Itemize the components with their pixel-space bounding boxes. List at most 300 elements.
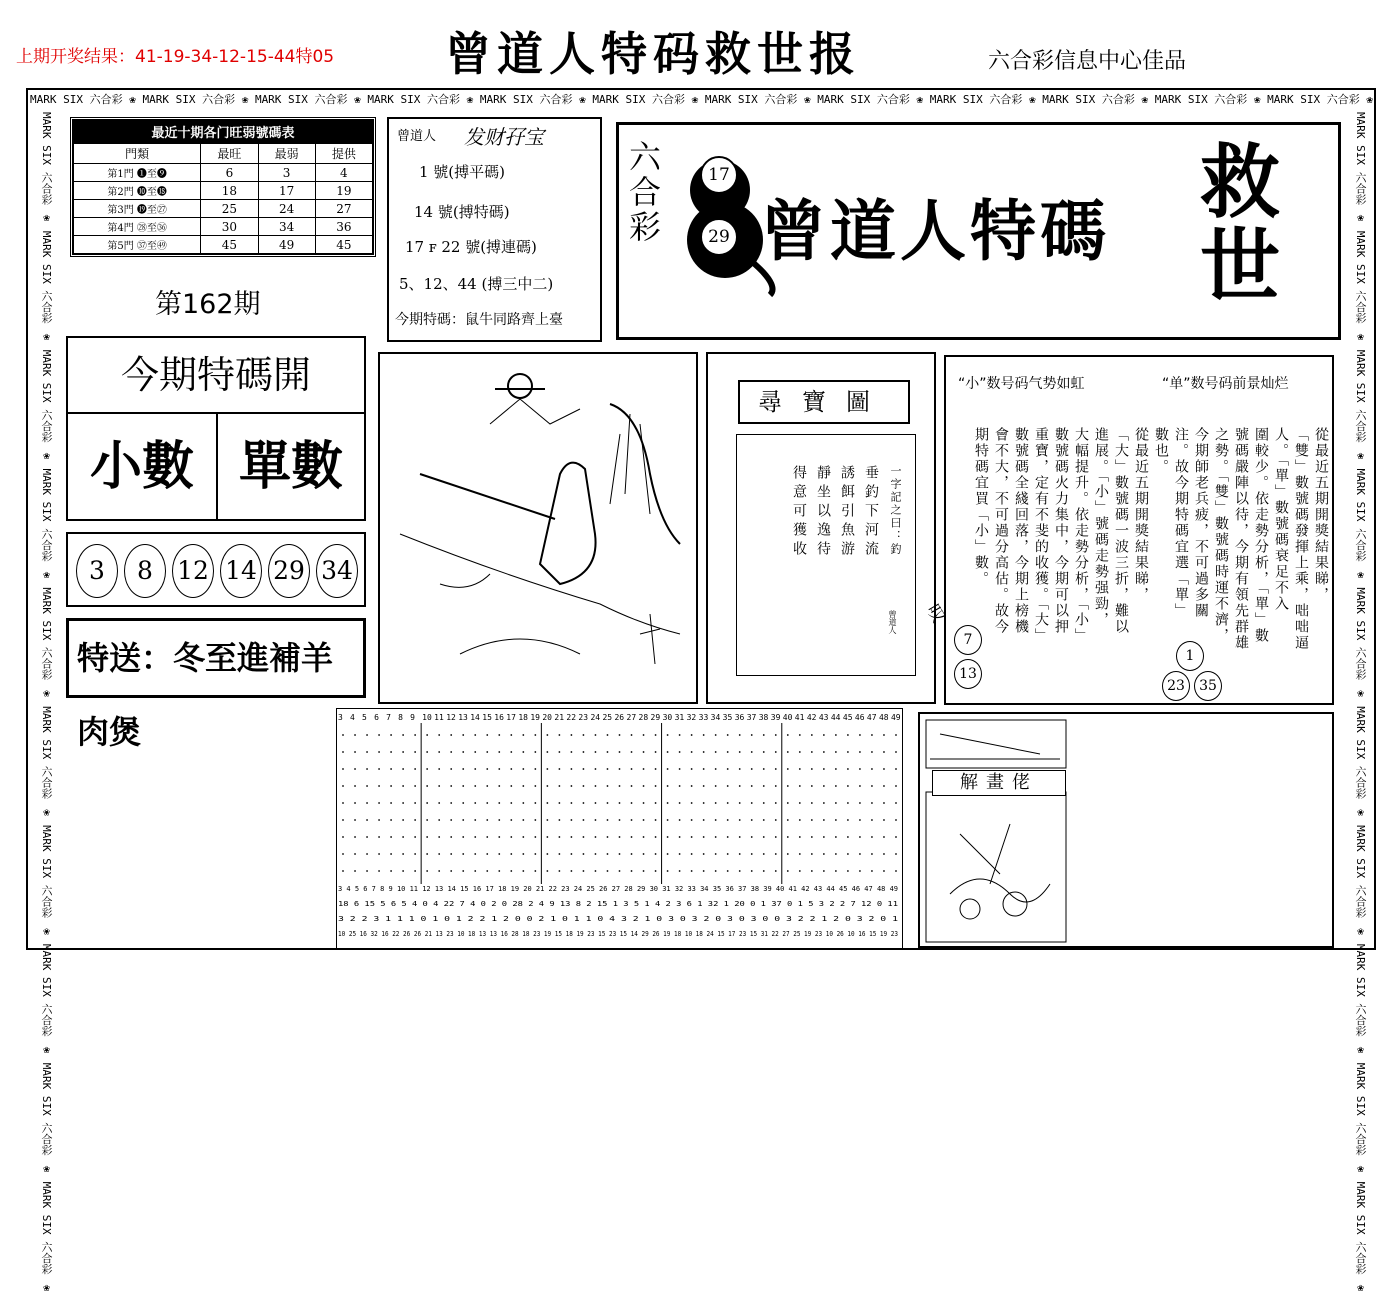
grid-dot <box>426 751 428 753</box>
grid-dot <box>342 819 344 821</box>
grid-header-number: 13 <box>458 713 468 722</box>
table-header: 最旺 <box>201 144 258 164</box>
grid-dot <box>366 734 368 736</box>
grid-dot <box>342 802 344 804</box>
poem-scroll <box>736 434 916 676</box>
grid-dot <box>522 853 524 855</box>
grid-dot <box>883 734 885 736</box>
grid-dot <box>498 785 500 787</box>
grid-dot <box>558 768 560 770</box>
grid-dot <box>787 785 789 787</box>
analysis-right-col: 號碼嚴陣以待，今期有領先群雄 <box>1233 427 1249 651</box>
grid-header-number: 43 <box>818 713 829 722</box>
grid-header-number: 44 <box>830 713 841 722</box>
grid-dot <box>679 870 681 872</box>
grid-dot <box>546 870 548 872</box>
tip-line: 5、12、44 (搏三中二) <box>399 275 554 293</box>
grid-dot <box>715 870 717 872</box>
grid-dot <box>498 836 500 838</box>
grid-dot <box>522 819 524 821</box>
grid-dot <box>414 870 416 872</box>
grid-dot <box>498 853 500 855</box>
grid-dot <box>667 836 669 838</box>
grid-dot <box>402 870 404 872</box>
grid-dot <box>522 751 524 753</box>
grid-dot <box>775 785 777 787</box>
grid-dot <box>859 819 861 821</box>
grid-dot <box>703 802 705 804</box>
grid-dot <box>679 768 681 770</box>
grid-dot <box>450 768 452 770</box>
grid-dot <box>522 802 524 804</box>
table-cell: 34 <box>258 218 315 236</box>
grid-dot <box>607 870 609 872</box>
grid-dot <box>390 734 392 736</box>
analysis-right-col: 數也。 <box>1153 427 1169 475</box>
grid-header-number: 10 <box>422 713 432 722</box>
grid-dot <box>739 853 741 855</box>
grid-dot <box>739 819 741 821</box>
grid-dot <box>619 768 621 770</box>
grid-dot <box>847 819 849 821</box>
grid-dot <box>402 819 404 821</box>
grid-dot <box>474 870 476 872</box>
table-cell: 6 <box>201 164 258 182</box>
analysis-right-col: 今期師老兵疲，不可過多關 <box>1193 427 1209 619</box>
grid-dot <box>667 785 669 787</box>
grid-dot <box>739 785 741 787</box>
grid-dot <box>859 768 861 770</box>
grid-dot <box>474 836 476 838</box>
grid-dot <box>390 819 392 821</box>
grid-dot <box>775 836 777 838</box>
grid-dot <box>811 751 813 753</box>
grid-dot <box>354 819 356 821</box>
grid-dot <box>835 785 837 787</box>
grid-dot <box>486 734 488 736</box>
grid-dot <box>390 751 392 753</box>
analysis-right-col: 「雙」數號碼發揮上乘，咄咄逼 <box>1293 427 1309 651</box>
grid-dot <box>835 802 837 804</box>
grid-dot <box>438 734 440 736</box>
grid-header-number: 42 <box>806 713 817 722</box>
grid-dot <box>450 802 452 804</box>
grid-header-number: 18 <box>518 713 528 722</box>
grid-dot <box>546 802 548 804</box>
grid-dot <box>811 836 813 838</box>
grid-dot <box>775 819 777 821</box>
grid-dot <box>462 768 464 770</box>
grid-dot <box>342 734 344 736</box>
grid-dot <box>402 734 404 736</box>
grid-dot <box>474 768 476 770</box>
number-oval: 3 <box>76 544 118 598</box>
grid-dot <box>438 751 440 753</box>
grid-dot <box>571 802 573 804</box>
grid-dot <box>883 853 885 855</box>
grid-dot <box>763 853 765 855</box>
tip-line: 14 號(搏特碼) <box>414 203 510 221</box>
grid-header-number: 22 <box>566 713 577 722</box>
puzzle-title: 解畫佬 <box>932 770 1066 796</box>
grid-dot <box>847 734 849 736</box>
grid-dot <box>715 734 717 736</box>
grid-dot <box>498 751 500 753</box>
grid-dot <box>583 870 585 872</box>
grid-header-number: 12 <box>446 713 456 722</box>
grid-dot <box>486 819 488 821</box>
grid-dot <box>426 785 428 787</box>
grid-dot <box>883 751 885 753</box>
grid-dot <box>775 734 777 736</box>
grid-dot <box>643 751 645 753</box>
grid-dot <box>775 853 777 855</box>
grid-dot <box>534 870 536 872</box>
grid-dot <box>571 785 573 787</box>
grid-dot <box>667 751 669 753</box>
grid-dot <box>643 768 645 770</box>
grid-dot <box>607 819 609 821</box>
grid-dot <box>402 853 404 855</box>
grid-dot <box>631 768 633 770</box>
grid-dot <box>583 785 585 787</box>
grid-dot <box>342 785 344 787</box>
grid-dot <box>571 836 573 838</box>
grid-dot <box>727 870 729 872</box>
newspaper-banner: 曾道人特码救世报 <box>445 27 861 81</box>
grid-dot <box>366 802 368 804</box>
grid-dot <box>751 819 753 821</box>
analysis-right-col: 之勢。「雙」數號碼時運不濟， <box>1213 427 1229 644</box>
open-title: 今期特碼開 <box>68 338 364 414</box>
grid-dot <box>691 768 693 770</box>
grid-dot <box>847 785 849 787</box>
grid-dot <box>799 751 801 753</box>
grid-dot <box>450 870 452 872</box>
grid-dot <box>751 870 753 872</box>
grid-dot <box>799 785 801 787</box>
grid-header-number: 11 <box>434 713 444 722</box>
grid-dot <box>607 768 609 770</box>
grid-dot <box>895 785 897 787</box>
grid-footer-row: 3 4 5 6 7 8 9 10 11 12 13 14 15 16 17 18 19 20 21 22 23 24 25 26 27 28 29 30 31 32 33 34 35 36 37 38 39 40 41 42 43 44 45 46 47 48 49 <box>338 884 898 893</box>
poem-sign: 曾道人 <box>888 610 897 634</box>
grid-dot <box>558 853 560 855</box>
grid-dot <box>811 802 813 804</box>
grid-header-number: 29 <box>650 713 661 722</box>
grid-dot <box>715 819 717 821</box>
grid-footer-row: 3 2 2 3 1 1 1 0 1 0 1 2 2 1 2 0 0 2 1 0 1 1 0 4 3 2 1 0 3 0 3 2 0 3 0 3 0 0 3 2 2 1 2 0 3 2 0 1 <box>338 914 898 923</box>
grid-dot <box>438 853 440 855</box>
grid-dot <box>811 870 813 872</box>
table-cell: 49 <box>258 236 315 254</box>
grid-dot <box>595 819 597 821</box>
grid-dot <box>895 836 897 838</box>
grid-dot <box>438 802 440 804</box>
grid-dot <box>871 802 873 804</box>
grid-header-number: 15 <box>482 713 492 722</box>
grid-dot <box>619 802 621 804</box>
grid-dot <box>655 836 657 838</box>
table-cell: 17 <box>258 182 315 200</box>
grid-dot <box>510 802 512 804</box>
grid-dot <box>883 802 885 804</box>
grid-dot <box>546 836 548 838</box>
grid-dot <box>583 734 585 736</box>
tip-line: 17 ꜰ 22 號(搏連碼) <box>405 238 537 256</box>
stray-handwritten-mark: 叹 <box>922 600 950 627</box>
grid-dot <box>679 802 681 804</box>
grid-dot <box>366 836 368 838</box>
grid-dot <box>787 751 789 753</box>
grid-header-number: 48 <box>878 713 889 722</box>
grid-header-number: 37 <box>746 713 757 722</box>
grid-dot <box>474 751 476 753</box>
grid-dot <box>667 853 669 855</box>
grid-dot <box>402 802 404 804</box>
grid-dot <box>727 819 729 821</box>
number-oval: 8 <box>124 544 166 598</box>
grid-dot <box>414 734 416 736</box>
grid-dot <box>715 802 717 804</box>
grid-dot <box>691 836 693 838</box>
analysis-left-col: 數號碼火力集中，今期可以押 <box>1053 427 1069 635</box>
grid-dot <box>727 751 729 753</box>
grid-dot <box>835 853 837 855</box>
grid-dot <box>558 802 560 804</box>
grid-dot <box>558 734 560 736</box>
grid-dot <box>619 785 621 787</box>
analysis-box <box>944 355 1334 705</box>
open-prediction-box <box>66 336 366 521</box>
grid-dot <box>811 785 813 787</box>
grid-dot <box>510 785 512 787</box>
grid-dot <box>619 751 621 753</box>
grid-header-number: 5 <box>362 713 367 722</box>
grid-dot <box>871 819 873 821</box>
number-oval: 14 <box>220 544 262 598</box>
grid-dot <box>366 870 368 872</box>
grid-dot <box>607 751 609 753</box>
grid-dot <box>498 768 500 770</box>
grid-dot <box>835 870 837 872</box>
grid-dot <box>354 751 356 753</box>
grid-dot <box>799 870 801 872</box>
grid-dot <box>787 819 789 821</box>
grid-dot <box>474 802 476 804</box>
table-cell: 36 <box>315 218 372 236</box>
grid-dot <box>619 819 621 821</box>
grid-dot <box>751 853 753 855</box>
analysis-right-col: 注。故今期特碼宜選「單」 <box>1173 427 1189 619</box>
grid-dot <box>462 802 464 804</box>
number-oval: 12 <box>172 544 214 598</box>
grid-dot <box>727 785 729 787</box>
grid-dot <box>799 734 801 736</box>
grid-dot <box>607 853 609 855</box>
trend-grid-drawing <box>337 709 902 949</box>
table-cell: 第2門 ❿至⓲ <box>74 182 201 200</box>
grid-dot <box>486 870 488 872</box>
grid-dot <box>510 734 512 736</box>
grid-dot <box>691 819 693 821</box>
grid-header-number: 47 <box>866 713 877 722</box>
jiu-shi-title: 救世 <box>1200 135 1280 313</box>
grid-dot <box>787 734 789 736</box>
grid-dot <box>414 785 416 787</box>
grid-dot <box>498 819 500 821</box>
grid-dot <box>390 802 392 804</box>
grid-dot <box>462 734 464 736</box>
grid-dot <box>871 853 873 855</box>
tips-special: 今期特碼：鼠牛同路齊上臺 <box>395 312 563 328</box>
table-row <box>74 182 373 200</box>
grid-header-number: 45 <box>842 713 853 722</box>
grid-dot <box>631 870 633 872</box>
grid-header-number: 21 <box>554 713 565 722</box>
grid-dot <box>486 785 488 787</box>
grid-dot <box>751 802 753 804</box>
grid-dot <box>799 802 801 804</box>
grid-dot <box>558 836 560 838</box>
grid-dot <box>510 819 512 821</box>
grid-dot <box>438 870 440 872</box>
grid-dot <box>366 751 368 753</box>
grid-dot <box>534 853 536 855</box>
grid-header-number: 14 <box>470 713 480 722</box>
grid-header-number: 35 <box>722 713 733 722</box>
poem-head: 一字記之曰：釣 <box>889 465 902 556</box>
left-decorative-strip: MARK SIX 六合彩 ❀ MARK SIX 六合彩 ❀ MARK SIX 六合彩 ❀ MARK SIX 六合彩 ❀ MARK SIX 六合彩 ❀ MARK SIX 六合彩 ❀ MARK SIX 六合彩 ❀ MARK SIX 六合彩 ❀ MARK SIX 六合彩 ❀ MARK SIX 六合彩 ❀ <box>40 112 53 1294</box>
grid-dot <box>414 819 416 821</box>
grid-dot <box>763 819 765 821</box>
grid-dot <box>799 836 801 838</box>
grid-header-number: 49 <box>890 713 901 722</box>
puzzle-drawing <box>920 714 1332 946</box>
grid-dot <box>883 836 885 838</box>
grid-dot <box>619 734 621 736</box>
grid-dot <box>462 836 464 838</box>
grid-dot <box>859 836 861 838</box>
analysis-left-col: 會不大，不可過分高估。故今 <box>993 427 1009 635</box>
grid-dot <box>366 785 368 787</box>
grid-dot <box>595 785 597 787</box>
grid-dot <box>895 768 897 770</box>
lhc-label: 六合彩 <box>628 138 661 247</box>
grid-dot <box>643 802 645 804</box>
grid-dot <box>703 785 705 787</box>
grid-dot <box>450 819 452 821</box>
grid-dot <box>679 751 681 753</box>
grid-dot <box>751 836 753 838</box>
grid-dot <box>715 768 717 770</box>
grid-dot <box>691 785 693 787</box>
grid-dot <box>823 836 825 838</box>
grid-dot <box>703 768 705 770</box>
grid-dot <box>546 751 548 753</box>
grid-dot <box>595 870 597 872</box>
grid-dot <box>883 785 885 787</box>
grid-dot <box>895 819 897 821</box>
grid-dot <box>342 853 344 855</box>
grid-dot <box>835 819 837 821</box>
grid-dot <box>595 768 597 770</box>
grid-dot <box>354 853 356 855</box>
open-small: 小數 <box>68 414 218 521</box>
grid-dot <box>871 734 873 736</box>
grid-dot <box>643 870 645 872</box>
grid-dot <box>462 870 464 872</box>
grid-dot <box>462 751 464 753</box>
grid-header-number: 9 <box>410 713 415 722</box>
grid-footer-row: 18 6 15 5 6 5 4 0 4 22 7 4 0 2 0 28 2 4 9 13 8 2 15 1 3 5 1 4 2 3 6 1 32 1 20 0 1 37 0 1 5 3 2 2 7 12 0 11 <box>338 899 898 908</box>
grid-dot <box>715 853 717 855</box>
grid-dot <box>667 819 669 821</box>
grid-dot <box>691 734 693 736</box>
grid-dot <box>691 802 693 804</box>
grid-dot <box>775 870 777 872</box>
grid-dot <box>739 751 741 753</box>
grid-dot <box>847 836 849 838</box>
table-cell: 3 <box>258 164 315 182</box>
grid-dot <box>643 836 645 838</box>
table-row <box>74 200 373 218</box>
grid-dot <box>823 768 825 770</box>
grid-dot <box>534 785 536 787</box>
grid-dot <box>342 870 344 872</box>
grid-dot <box>715 836 717 838</box>
grid-dot <box>727 853 729 855</box>
grid-dot <box>583 751 585 753</box>
grid-dot <box>462 853 464 855</box>
grid-header-number: 28 <box>638 713 649 722</box>
grid-dot <box>474 819 476 821</box>
grid-header-number: 36 <box>734 713 745 722</box>
grid-dot <box>859 734 861 736</box>
grid-dot <box>450 751 452 753</box>
grid-dot <box>402 836 404 838</box>
grid-dot <box>655 785 657 787</box>
grid-dot <box>859 785 861 787</box>
grid-dot <box>522 836 524 838</box>
tip-line: 1 號(搏平碼) <box>419 163 506 181</box>
grid-dot <box>739 768 741 770</box>
table-cell: 27 <box>315 200 372 218</box>
grid-dot <box>583 836 585 838</box>
grid-dot <box>799 819 801 821</box>
treasure-map-box <box>706 352 936 704</box>
grid-dot <box>847 802 849 804</box>
grid-dot <box>607 802 609 804</box>
grid-dot <box>655 802 657 804</box>
analysis-left-col: 進展。「小」號碼走勢强勁， <box>1093 427 1109 628</box>
grid-dot <box>378 785 380 787</box>
grid-dot <box>679 819 681 821</box>
grid-dot <box>522 768 524 770</box>
grid-dot <box>655 768 657 770</box>
grid-dot <box>787 853 789 855</box>
table-cell: 30 <box>201 218 258 236</box>
fishing-illustration <box>378 352 698 704</box>
table-cell: 第5門 ㊲至㊾ <box>74 236 201 254</box>
grid-dot <box>823 734 825 736</box>
grid-dot <box>739 802 741 804</box>
grid-dot <box>546 785 548 787</box>
grid-header-number: 7 <box>386 713 391 722</box>
number-oval: 29 <box>268 544 310 598</box>
grid-dot <box>883 870 885 872</box>
grid-dot <box>763 802 765 804</box>
